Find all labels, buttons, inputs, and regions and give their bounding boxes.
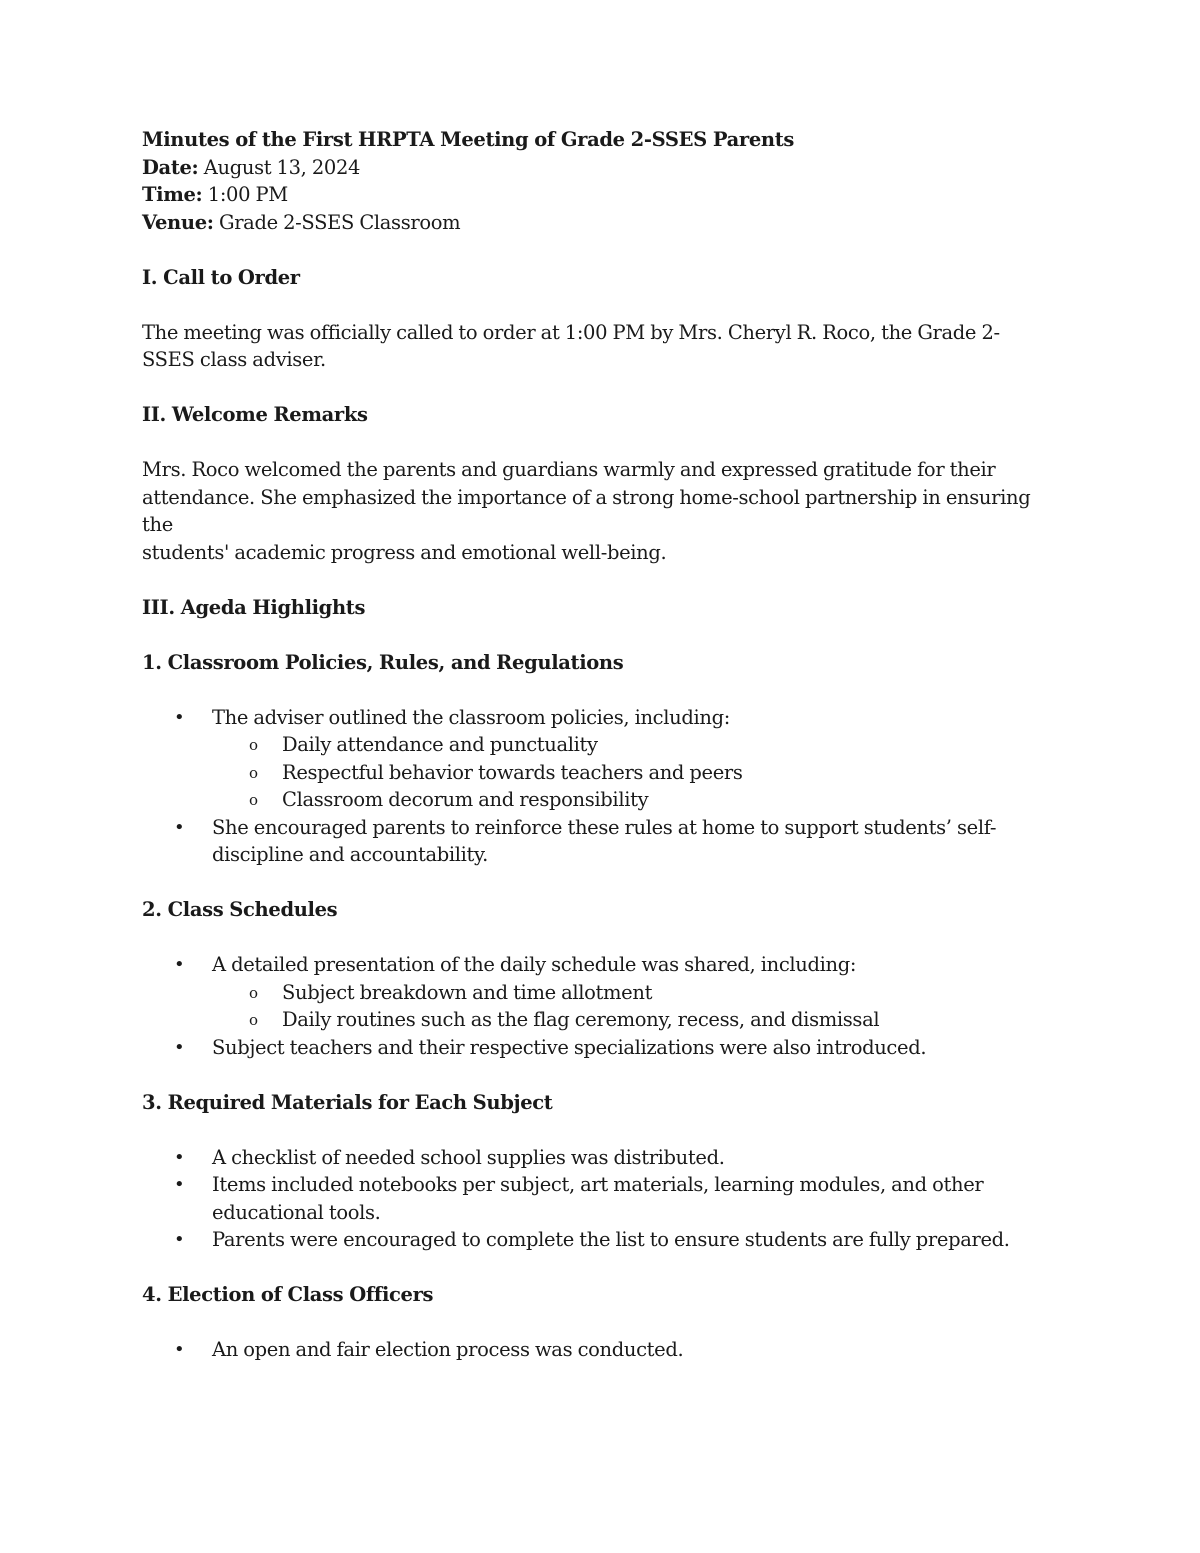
- section-heading-welcome-remarks: II. Welcome Remarks: [142, 403, 368, 426]
- list-item-text: A checklist of needed school supplies was distributed.: [212, 1145, 725, 1169]
- bullet-icon: •: [174, 1339, 185, 1360]
- circle-bullet-icon: o: [249, 763, 258, 782]
- sub-list-item: [212, 979, 1057, 1007]
- list-item: [142, 1171, 1057, 1226]
- sub-list-item: [212, 731, 1057, 759]
- sub-list-item-text: Respectful behavior towards teachers and peers: [282, 760, 743, 784]
- paragraph-line: Mrs. Roco welcomed the parents and guardians warmly and expressed gratitude for their: [142, 458, 996, 481]
- bullet-icon: •: [174, 1146, 185, 1168]
- venue-value: Grade 2-SSES Classroom: [218, 210, 461, 234]
- subsection-heading-election: 4. Election of Class Officers: [142, 1283, 434, 1306]
- bullet-icon: •: [174, 1036, 185, 1058]
- election-list: [142, 1336, 1057, 1364]
- call-to-order-paragraph: [142, 319, 1057, 374]
- sub-list-item-text: Classroom decorum and responsibility: [282, 788, 649, 811]
- circle-bullet-icon: o: [249, 1011, 258, 1029]
- date-value: August 13, 2024: [203, 155, 361, 179]
- list-item-text: She encouraged parents to reinforce these rules at home to support students’ self-: [212, 815, 997, 839]
- subsection-heading-policies: 1. Classroom Policies, Rules, and Regulations: [142, 650, 624, 674]
- welcome-paragraph: [142, 456, 1057, 566]
- list-item: [142, 1336, 1057, 1364]
- sub-list-item: [212, 759, 1057, 787]
- list-item: [142, 1034, 1057, 1062]
- bullet-icon: •: [174, 1229, 185, 1250]
- bullet-icon: •: [174, 1174, 185, 1195]
- paragraph-line: SSES class adviser.: [142, 348, 326, 371]
- paragraph-line: attendance. She emphasized the importance of a strong home-school partnership in ensuring the: [142, 485, 1031, 536]
- paragraph-line: The meeting was officially called to order at 1:00 PM by Mrs. Cheryl R. Roco, the Grade 2-: [142, 320, 1000, 344]
- list-item-text: educational tools.: [212, 1200, 381, 1224]
- meeting-venue: [142, 209, 1057, 237]
- sub-list-item: [212, 786, 1057, 814]
- list-item-text: A detailed presentation of the daily schedule was shared, including:: [212, 953, 857, 976]
- document-page: [142, 126, 1057, 1364]
- list-item: [142, 814, 1057, 869]
- subsection-heading-schedules: 2. Class Schedules: [142, 898, 338, 921]
- bullet-icon: •: [174, 816, 185, 838]
- list-item-text: The adviser outlined the classroom policies, including:: [212, 705, 730, 729]
- time-label: Time:: [142, 183, 203, 206]
- venue-label: Venue:: [142, 210, 214, 234]
- section-heading-agenda: III. Ageda Highlights: [142, 595, 366, 619]
- circle-bullet-icon: o: [249, 736, 258, 754]
- bullet-icon: •: [174, 954, 185, 975]
- list-item-text: Parents were encouraged to complete the list to ensure students are fully prepared.: [212, 1228, 1010, 1251]
- policies-sublist: [212, 731, 1057, 814]
- list-item: [142, 704, 1057, 814]
- sub-list-item-text: Daily attendance and punctuality: [282, 733, 598, 756]
- materials-list: [142, 1144, 1057, 1254]
- section-heading-call-to-order: I. Call to Order: [142, 265, 300, 289]
- sub-list-item: [212, 1006, 1057, 1034]
- list-item: [142, 1144, 1057, 1172]
- meeting-date: [142, 154, 1057, 182]
- subsection-heading-materials: 3. Required Materials for Each Subject: [142, 1090, 553, 1114]
- bullet-icon: •: [174, 706, 185, 728]
- list-item: [142, 1226, 1057, 1254]
- list-item: [142, 951, 1057, 1034]
- list-item-text: discipline and accountability.: [212, 843, 488, 866]
- list-item-text: Items included notebooks per subject, art materials, learning modules, and other: [212, 1173, 984, 1196]
- circle-bullet-icon: o: [249, 983, 258, 1002]
- sub-list-item-text: Daily routines such as the flag ceremony, recess, and dismissal: [282, 1008, 880, 1031]
- list-item-text: Subject teachers and their respective specializations were also introduced.: [212, 1035, 927, 1059]
- schedules-sublist: [212, 979, 1057, 1034]
- meeting-time: [142, 181, 1057, 209]
- time-value: 1:00 PM: [207, 183, 288, 206]
- document-title: Minutes of the First HRPTA Meeting of Grade 2-SSES Parents: [142, 128, 794, 151]
- policies-list: [142, 704, 1057, 869]
- sub-list-item-text: Subject breakdown and time allotment: [282, 980, 653, 1004]
- circle-bullet-icon: o: [249, 791, 258, 809]
- date-label: Date:: [142, 155, 199, 179]
- schedules-list: [142, 951, 1057, 1061]
- paragraph-line: students' academic progress and emotional well-being.: [142, 540, 667, 564]
- list-item-text: An open and fair election process was conducted.: [212, 1338, 684, 1361]
